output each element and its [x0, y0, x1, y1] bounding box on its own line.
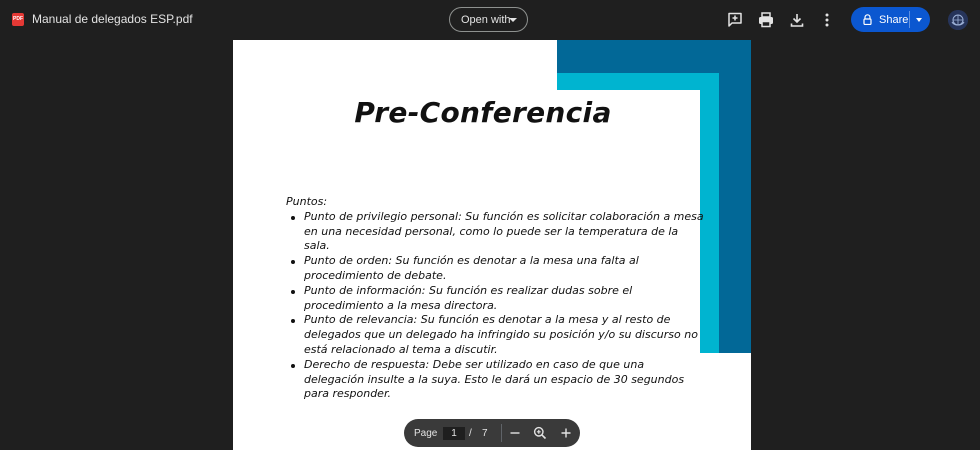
share-options-chevron-icon[interactable]	[916, 18, 922, 22]
zoom-out-icon[interactable]	[507, 425, 523, 441]
avatar[interactable]	[948, 10, 968, 30]
page-separator: /	[469, 428, 472, 439]
document-body	[286, 195, 706, 402]
pager-divider	[501, 424, 502, 442]
share-divider	[909, 11, 910, 28]
pdf-page	[233, 40, 751, 450]
top-toolbar	[0, 0, 980, 40]
page-label: Page	[414, 428, 438, 439]
open-with-label: Open with	[461, 13, 511, 26]
file-title: Manual de delegados ESP.pdf	[32, 12, 193, 26]
list-item: Punto de orden: Su función es denotar a la mesa una falta al procedimiento de debate.	[304, 254, 706, 284]
points-intro: Puntos:	[286, 195, 328, 208]
list-item: Derecho de respuesta: Debe ser utilizado en caso de que una delegación insulte a la suya. Esto le dará un espacio de 30 segundos para responder.	[304, 358, 706, 402]
page-number-input[interactable]: 1	[443, 427, 465, 440]
account-emblem-icon	[948, 10, 968, 30]
open-with-button[interactable]	[449, 7, 528, 32]
document-title: Pre-Conferencia	[354, 96, 612, 129]
pdf-file-icon: PDF	[12, 13, 24, 26]
share-button[interactable]	[851, 7, 930, 32]
zoom-in-icon[interactable]	[558, 425, 574, 441]
list-item: Punto de privilegio personal: Su función es solicitar colaboración a mesa en una necesidad personal, como lo puede ser la temperatura de la sala.	[304, 210, 706, 254]
lock-icon	[863, 14, 872, 25]
list-item: Punto de relevancia: Su función es denotar a la mesa y al resto de delegados que un delegado ha infringido su posición y/o su discurso no está relacionado al tema a discutir.	[304, 313, 706, 357]
total-pages: 7	[482, 428, 488, 439]
add-comment-icon[interactable]	[726, 11, 744, 29]
download-icon[interactable]	[788, 11, 806, 29]
zoom-fit-icon[interactable]	[532, 425, 548, 441]
chevron-down-icon	[509, 18, 517, 22]
points-list	[304, 210, 706, 402]
page-navigation-bar	[404, 419, 580, 447]
print-icon[interactable]	[757, 11, 775, 29]
list-item: Punto de información: Su función es realizar dudas sobre el procedimiento a la mesa directora.	[304, 284, 706, 314]
more-vert-icon[interactable]	[818, 11, 836, 29]
share-label: Share	[879, 14, 909, 26]
